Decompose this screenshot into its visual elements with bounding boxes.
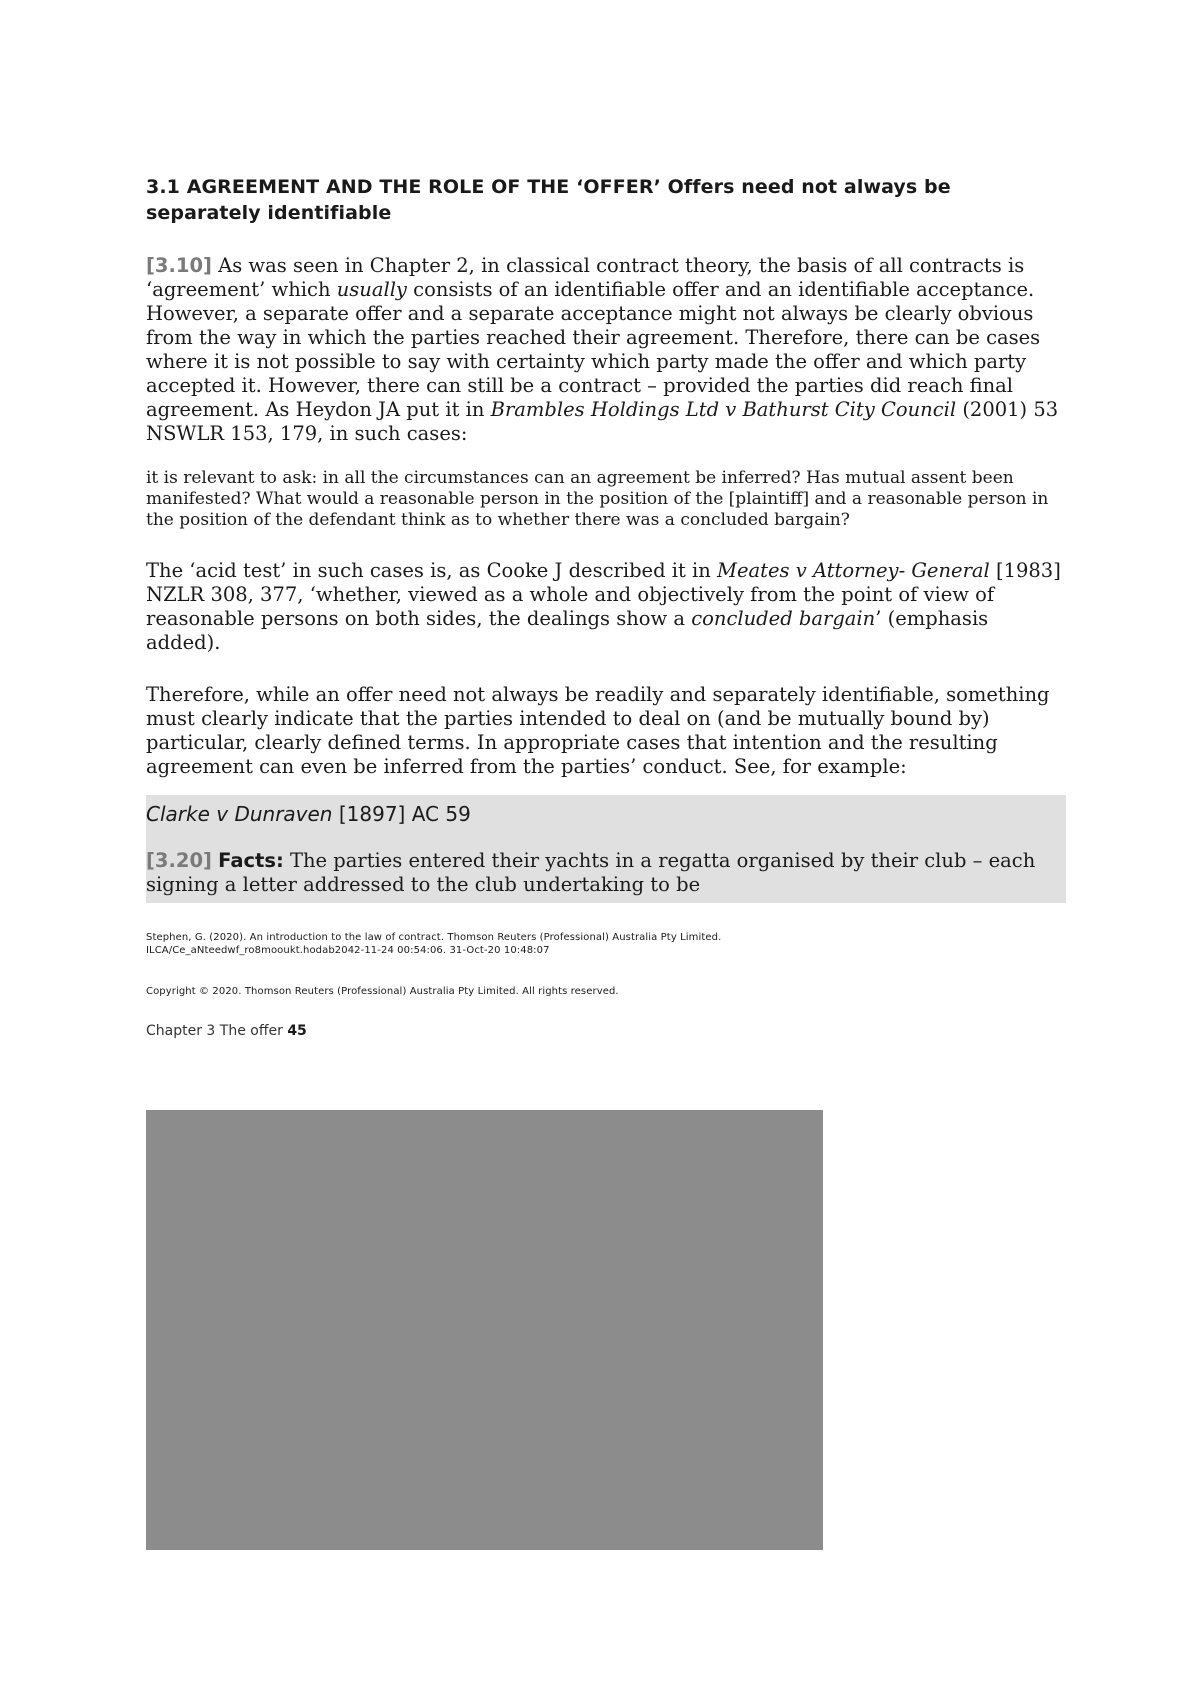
- chapter-label: Chapter 3 The offer: [146, 1023, 283, 1039]
- page-number: 45: [287, 1023, 307, 1039]
- facts-text: The parties entered their yachts in a regatta organised by their club – each signing a letter addressed to the club undertaking to be: [146, 849, 1036, 896]
- facts-label: Facts:: [218, 849, 284, 872]
- case-facts: [146, 849, 1066, 897]
- redacted-image-block: [146, 1110, 823, 1550]
- case-heading: [146, 801, 1066, 827]
- section-heading: [146, 174, 1066, 226]
- paragraph-acid-test: [146, 559, 1066, 655]
- case-name: Clarke v Dunraven: [146, 802, 333, 826]
- paragraph-3-10: [146, 254, 1066, 446]
- paragraph-text: (2001) 53 NSWLR 153, 179, in such cases:: [146, 398, 1059, 445]
- case-citation: [1897] AC 59: [332, 802, 471, 826]
- paragraph-text: [1983] NZLR 308, 377, ‘whether, viewed as a whole and objectively from the point of view of reasonable persons on both sides, the dealings show a: [146, 559, 1061, 630]
- block-quote: it is relevant to ask: in all the circumstances can an agreement be inferred? Has mutual assent been manifested? What would a reasonable person in the position of the [plaintiff] and a reasonable person in the position of the defendant think as to whether there was a concluded bargain?: [146, 468, 1049, 530]
- paragraph-text: As was seen in Chapter 2, in classical contract theory, the basis of all contracts is ‘agreement’ which: [146, 254, 1025, 301]
- case-name: Meates v Attorney- General: [717, 559, 990, 582]
- paragraph-ref: [3.20]: [146, 849, 212, 872]
- paragraph-text: The ‘acid test’ in such cases is, as Cooke J described it in: [146, 559, 718, 582]
- citation-line: Stephen, G. (2020). An introduction to the law of contract. Thomson Reuters (Professional) Australia Pty Limited.: [146, 932, 722, 943]
- source-citation: [146, 931, 1066, 957]
- paragraph-therefore: Therefore, while an offer need not always be readily and separately identifiable, something must clearly indicate that the parties intended to deal on (and be mutually bound by) particular, clearly defined terms. In appropriate cases that intention and the resulting agreement can even be inferred from the parties’ conduct. See, for example:: [146, 683, 1050, 778]
- emphasis-text: concluded bargain: [691, 607, 876, 630]
- running-footer: [146, 1022, 1066, 1040]
- document-page: [146, 174, 1066, 1040]
- paragraph-ref: [3.10]: [146, 254, 212, 277]
- section-title: AGREEMENT AND THE ROLE OF THE ‘OFFER’: [186, 176, 661, 198]
- paragraph-text: ’ (emphasis added).: [146, 607, 989, 654]
- copyright-notice: Copyright © 2020. Thomson Reuters (Professional) Australia Pty Limited. All rights reserved.: [146, 986, 619, 997]
- citation-line: ILCA/Ce_aNteedwf_ro8mooukt.hodab2042-11-24 00:54:06. 31-Oct-20 10:48:07: [146, 945, 550, 956]
- section-number: 3.1: [146, 176, 180, 198]
- paragraph-text: consists of an identifiable offer and an identifiable acceptance. However, a separate offer and a separate acceptance might not always be clearly obvious from the way in which the parties reached their agreement. Therefore, there can be cases where it is not possible to say with certainty which party made the offer and which party accepted it. However, there can still be a contract – provided the parties did reach final agreement. As Heydon JA put it in: [146, 278, 1041, 421]
- case-box: [146, 795, 1066, 903]
- case-name: Brambles Holdings Ltd v Bathurst City Council: [490, 398, 957, 421]
- section-subtitle: Offers need not always be separately identifiable: [146, 176, 951, 224]
- emphasis-text: usually: [336, 278, 407, 301]
